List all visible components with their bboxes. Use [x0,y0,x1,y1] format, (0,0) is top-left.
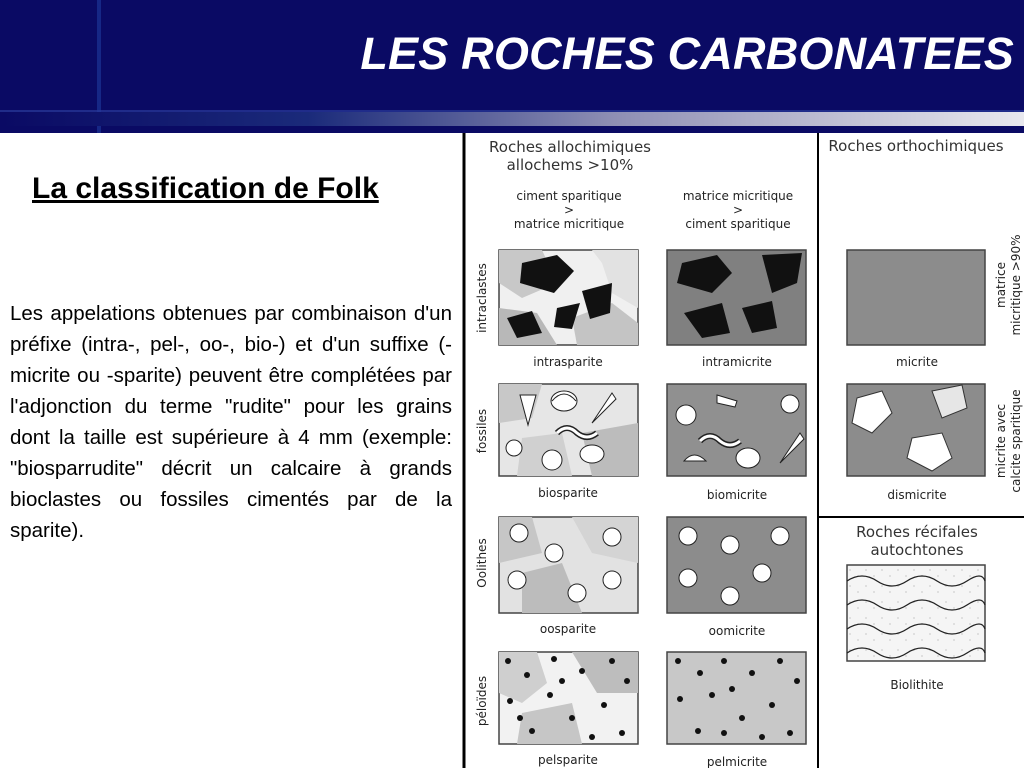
caption-oomicrite: oomicrite [708,624,766,638]
right-label-dismicrite-line1: micrite avec [994,403,1008,479]
panel-oosparite [499,517,638,613]
reef-header-line1: Roches récifales [856,523,978,541]
caption-intrasparite: intrasparite [533,355,603,369]
panel-pelsparite [499,652,638,744]
panel-intrasparite [499,250,638,345]
caption-pelsparite: pelsparite [538,753,598,767]
panel-intramicrite [667,250,806,345]
panel-dismicrite [847,384,985,476]
banner-gradient-bar [1,112,1024,126]
reef-header-line2: autochtones [870,541,964,559]
panel-oomicrite [667,517,806,613]
row-label-peloids: péloïdes [475,675,489,727]
caption-oosparite: oosparite [539,622,597,636]
col1-heading-line3: matrice micritique [513,217,625,231]
col1-heading-line1: ciment sparitique [516,189,622,203]
caption-biolithite: Biolithite [890,678,944,692]
right-label-dismicrite-line2: calcite sparitique [1009,389,1023,493]
caption-intramicrite: intramicrite [702,355,772,369]
title-banner [0,0,1024,133]
folk-classification-figure [462,133,1024,768]
panel-biosparite [499,384,638,476]
slide-title: LES ROCHES CARBONATEES [360,28,1014,79]
caption-pelmicrite: pelmicrite [706,755,768,768]
section-subtitle: La classification de Folk [32,172,379,205]
row-label-intraclasts: intraclastes [475,263,489,333]
panel-biomicrite [667,384,806,476]
panel-pelmicrite [667,652,806,744]
caption-micrite: micrite [896,355,938,369]
panel-micrite [847,250,985,345]
right-label-matrix-line1: matrice [994,262,1008,308]
caption-biomicrite: biomicrite [706,488,768,502]
col2-heading-line1: matrice micritique [682,189,794,203]
col2-heading-line2: > [732,203,744,217]
caption-dismicrite: dismicrite [887,488,947,502]
col2-heading-line3: ciment sparitique [685,217,791,231]
right-label-matrix-line2: micritique >90% [1009,234,1023,336]
row-label-oolites: Oolithes [475,538,489,588]
panel-biolithite [847,565,985,661]
body-paragraph: Les appelations obtenues par combinaison d'un préfixe (intra-, pel-, oo-, bio-) et d'un suffixe (-micrite ou -sparite) peuvent être complétées par l'adjonction du terme "rudite" pour les grains dont la taille est supérieure à 4 mm (exemple: "biosparrudite" décrit un calcaire à grands bioclastes ou fossiles cimentés par de la sparite). [10,302,452,542]
row-label-fossils: fossiles [475,408,489,454]
col1-heading-line2: > [563,203,575,217]
orthochem-header: Roches orthochimiques [828,137,1004,155]
caption-biosparite: biosparite [538,486,598,500]
allochem-header-line1: Roches allochimiques [489,138,651,156]
allochem-header-line2: allochems >10% [506,156,634,174]
